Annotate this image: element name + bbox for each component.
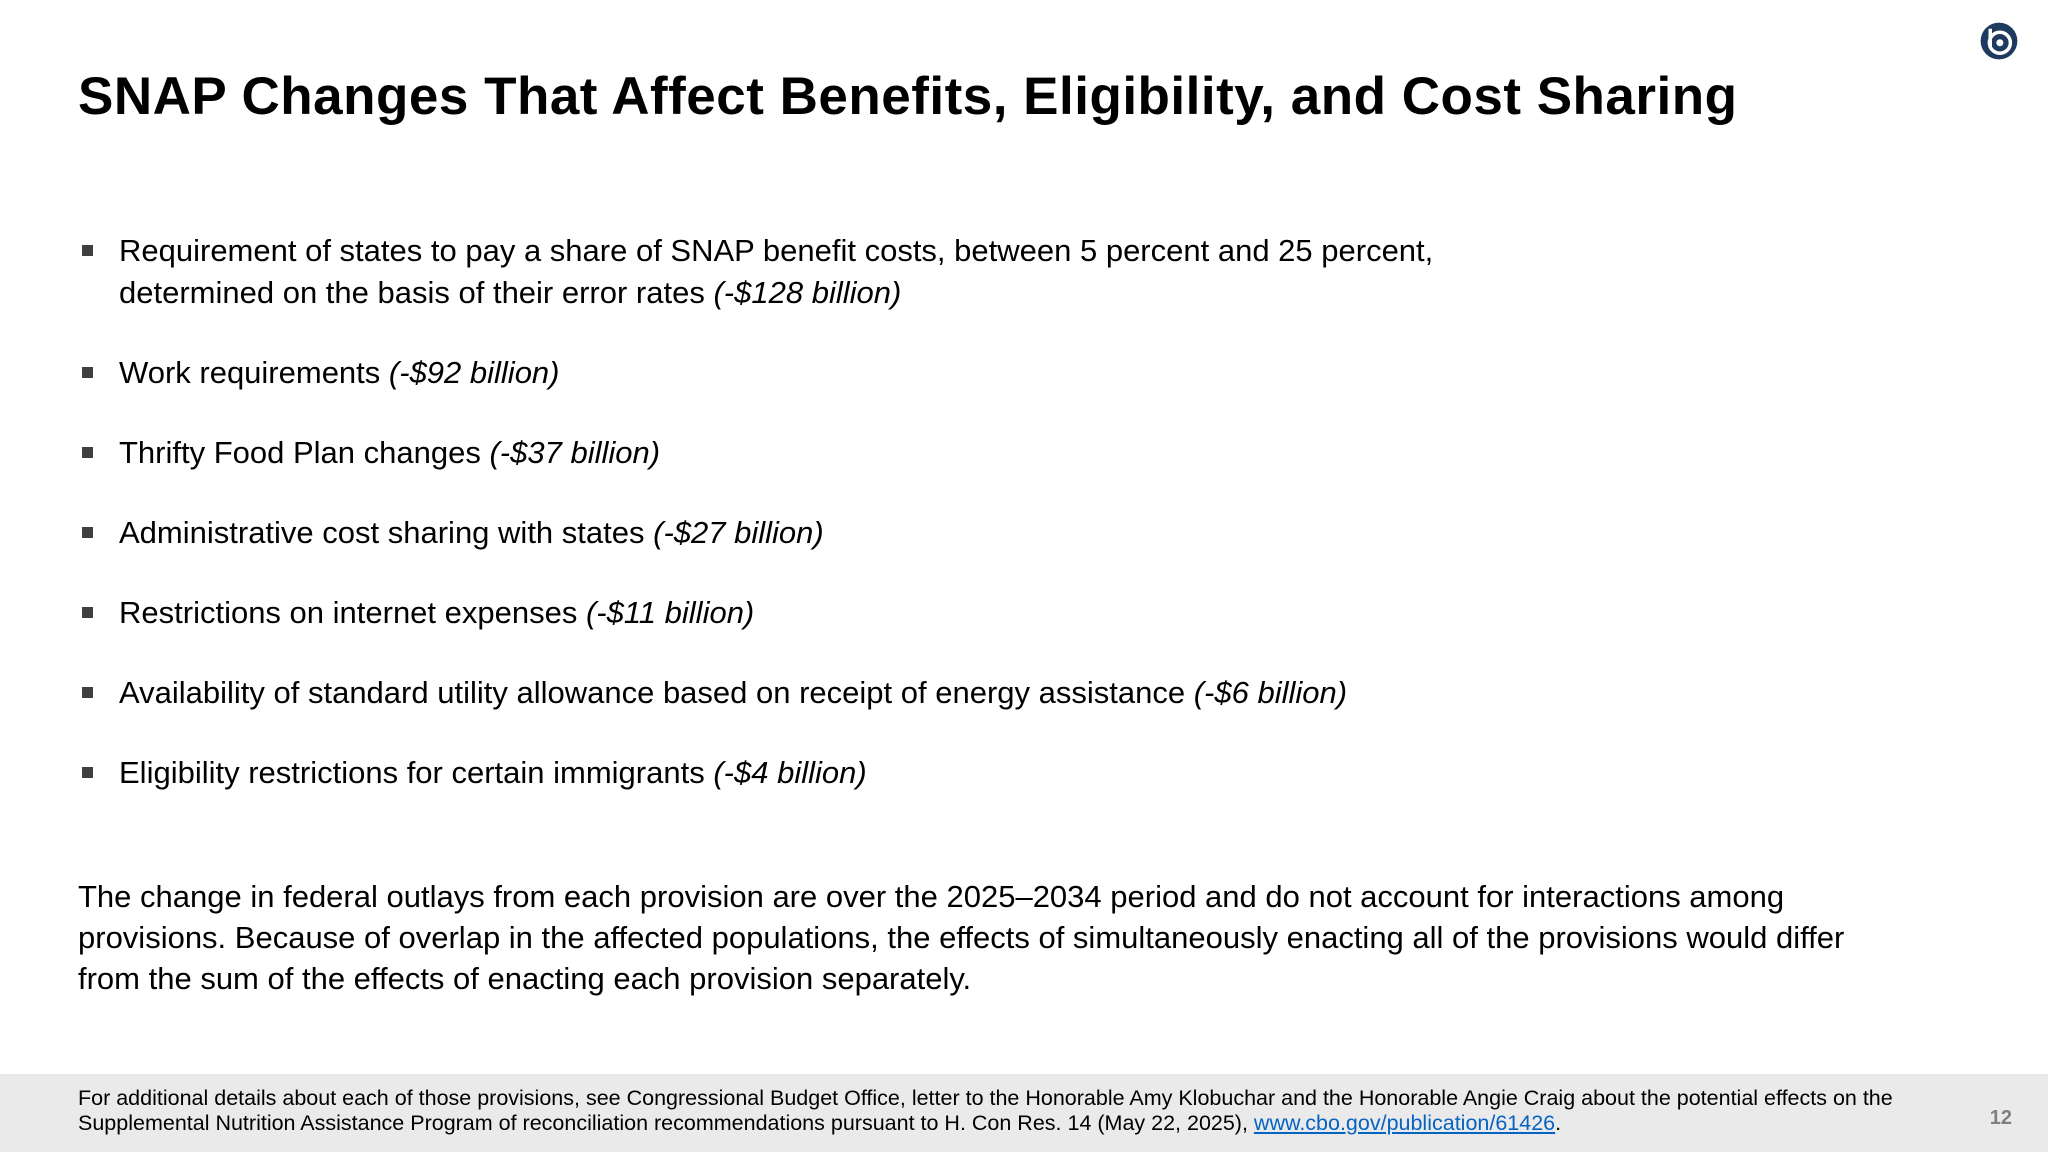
bullet-marker-icon (82, 527, 93, 538)
footnote-text-before: For additional details about each of those provisions, see Congressional Budget Office, letter to the Honorable Amy Klobuchar and the Honorable Angie Craig about the potential effects on the Supplemental Nutrition Assistance Program of reconciliation recommendations pursuant to H. Con Res. 14 (May 22, 2025), (78, 1086, 1893, 1135)
bullet-item (82, 672, 1562, 714)
bullet-text-main: Availability of standard utility allowance based on receipt of energy assistance (119, 675, 1186, 710)
bullet-marker-icon (82, 245, 93, 256)
bullet-text (119, 352, 560, 394)
bullet-amount: (-$4 billion) (713, 755, 867, 790)
bullet-text (119, 752, 867, 794)
footer-bar (0, 1074, 2048, 1152)
footnote (78, 1086, 1913, 1136)
bullet-amount: (-$128 billion) (713, 275, 902, 310)
bullet-item (82, 752, 1562, 794)
bullet-text-main: Restrictions on internet expenses (119, 595, 578, 630)
bullet-list (82, 230, 1562, 832)
footnote-text-after: . (1555, 1111, 1562, 1135)
bullet-text (119, 432, 660, 474)
bullet-text-main: Thrifty Food Plan changes (119, 435, 481, 470)
bullet-text (119, 512, 824, 554)
bullet-marker-icon (82, 447, 93, 458)
bullet-marker-icon (82, 367, 93, 378)
bullet-amount: (-$11 billion) (585, 595, 755, 630)
footnote-link[interactable]: www.cbo.gov/publication/61426 (1253, 1111, 1556, 1135)
bullet-item (82, 352, 1562, 394)
bullet-marker-icon (82, 687, 93, 698)
bullet-amount: (-$6 billion) (1193, 675, 1348, 710)
bullet-text-main: Work requirements (119, 355, 381, 390)
bullet-marker-icon (82, 767, 93, 778)
slide-title: SNAP Changes That Affect Benefits, Eligibility, and Cost Sharing (78, 67, 1738, 126)
bullet-text-main: Eligibility restrictions for certain immigrants (119, 755, 705, 790)
bullet-item (82, 592, 1562, 634)
page-number: 12 (1989, 1107, 2012, 1129)
bullet-item (82, 230, 1562, 314)
bullet-text (119, 672, 1347, 714)
bullet-text (119, 592, 754, 634)
bullet-amount: (-$27 billion) (653, 515, 824, 550)
bullet-amount: (-$37 billion) (489, 435, 661, 470)
bullet-text-main: Requirement of states to pay a share of SNAP benefit costs, between 5 percent and 25 percent, determined on the basis of their error rates (119, 233, 1434, 310)
bullet-amount: (-$92 billion) (388, 355, 560, 390)
bullet-item (82, 432, 1562, 474)
bullet-text-main: Administrative cost sharing with states (119, 515, 645, 550)
bullet-item (82, 512, 1562, 554)
bullet-marker-icon (82, 607, 93, 618)
bullet-text (119, 230, 1562, 314)
cbo-logo (1978, 20, 2020, 62)
note-paragraph: The change in federal outlays from each provision are over the 2025–2034 period and do not account for interactions among provisions. Because of overlap in the affected populations, the effects of simultaneously enacting all of the provisions would differ from the sum of the effects of enacting each provision separately. (78, 879, 1845, 996)
